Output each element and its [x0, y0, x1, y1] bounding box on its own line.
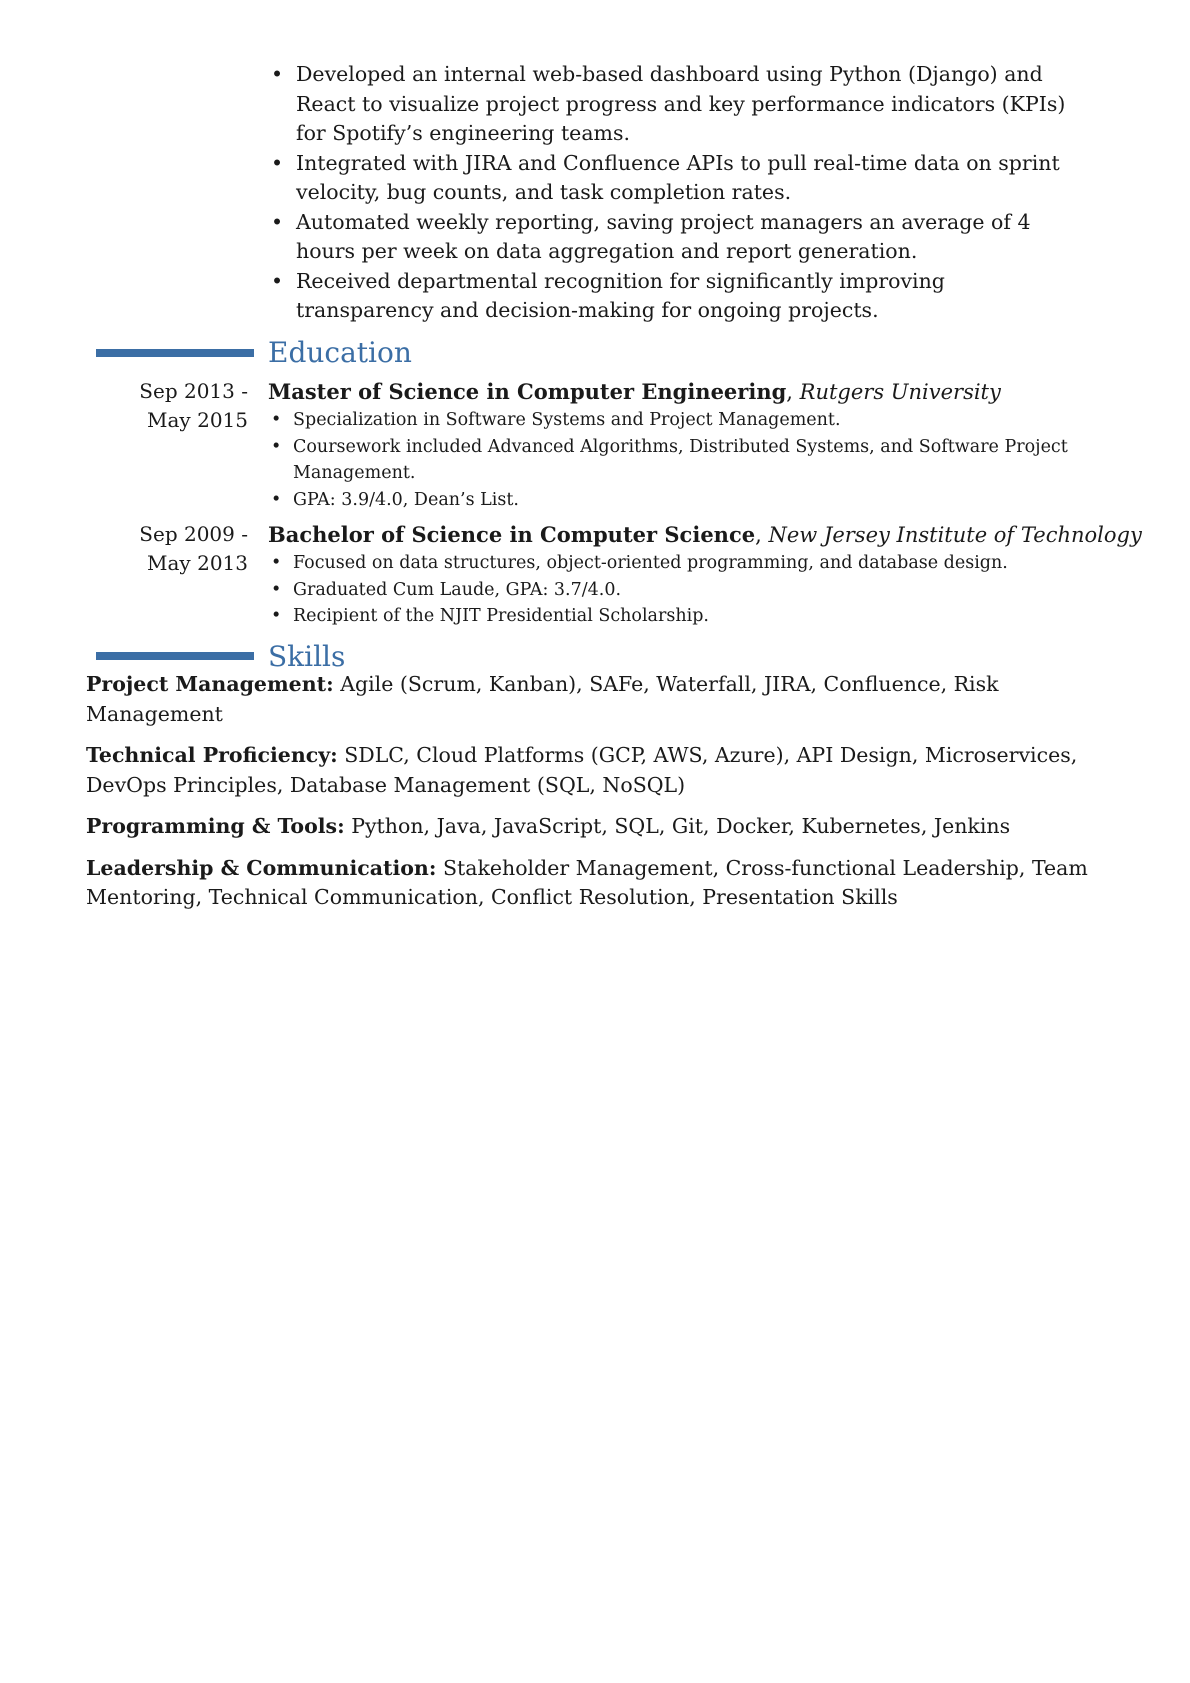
education-bullet: • Coursework included Advanced Algorithms, Distributed Systems, and Software Project Management.: [268, 434, 1098, 487]
education-bullet: • GPA: 3.9/4.0, Dean’s List.: [268, 487, 1098, 514]
education-heading-line: [268, 520, 1142, 550]
skill-values: Python, Java, JavaScript, SQL, Git, Docker, Kubernetes, Jenkins: [351, 814, 1011, 838]
education-bullet-list: [268, 407, 1098, 513]
skill-values: Stakeholder Management, Cross-functional Leadership, Team Mentoring, Technical Communication, Conflict Resolution, Presentation Skills: [86, 855, 1088, 909]
degree-title: Master of Science in Computer Engineering: [268, 379, 787, 404]
skill-values: Agile (Scrum, Kanban), SAFe, Waterfall, JIRA, Confluence, Risk Management: [86, 672, 999, 726]
skill-row: [86, 670, 1106, 729]
degree-title: Bachelor of Science in Computer Science: [268, 522, 756, 547]
skill-category: Technical Proficiency:: [86, 743, 338, 767]
degree-separator: ,: [786, 380, 800, 404]
skill-row: [86, 854, 1106, 913]
education-bullet: • Recipient of the NJIT Presidential Scholarship.: [268, 603, 1098, 630]
education-heading: Education: [268, 336, 412, 369]
skills-list: [86, 670, 1106, 925]
skill-values: SDLC, Cloud Platforms (GCP, AWS, Azure), API Design, Microservices, DevOps Principles, Database Management (SQL, NoSQL): [86, 743, 1078, 797]
education-details: [268, 520, 1142, 630]
education-section-heading: [0, 336, 1190, 376]
experience-bullet: • Integrated with JIRA and Confluence APIs to pull real-time data on sprint velocity, bug counts, and task completion rates.: [268, 149, 1088, 208]
education-date: Sep 2013 - May 2015: [139, 379, 248, 432]
education-heading-rule: [96, 349, 254, 357]
skill-row: [86, 812, 1106, 842]
degree-separator: ,: [755, 523, 769, 547]
experience-bullet: • Developed an internal web-based dashboard using Python (Django) and React to visualize project progress and key performance indicators (KPIs) for Spotify’s engineering teams.: [268, 60, 1088, 149]
school-name: Rutgers University: [799, 380, 1001, 404]
education-bullet-list: [268, 550, 1098, 630]
skill-category: Programming & Tools:: [86, 814, 345, 838]
skill-category: Project Management:: [86, 672, 334, 696]
education-bullet: • Focused on data structures, object-oriented programming, and database design.: [268, 550, 1098, 577]
skills-heading-rule: [96, 652, 254, 660]
skills-heading: Skills: [268, 640, 346, 673]
education-heading-line: [268, 377, 1098, 407]
experience-bullet: • Automated weekly reporting, saving project managers an average of 4 hours per week on data aggregation and report generation.: [268, 208, 1088, 267]
school-name: New Jersey Institute of Technology: [768, 523, 1142, 547]
education-bullet: • Specialization in Software Systems and Project Management.: [268, 407, 1098, 434]
experience-bullet: • Received departmental recognition for significantly improving transparency and decision-making for ongoing projects.: [268, 267, 1088, 326]
experience-bullet-list: [268, 60, 1088, 326]
education-details: [268, 377, 1098, 513]
skill-row: [86, 741, 1106, 800]
education-date: Sep 2009 - May 2013: [139, 522, 248, 575]
skill-category: Leadership & Communication:: [86, 855, 437, 880]
education-bullet: • Graduated Cum Laude, GPA: 3.7/4.0.: [268, 577, 1098, 604]
